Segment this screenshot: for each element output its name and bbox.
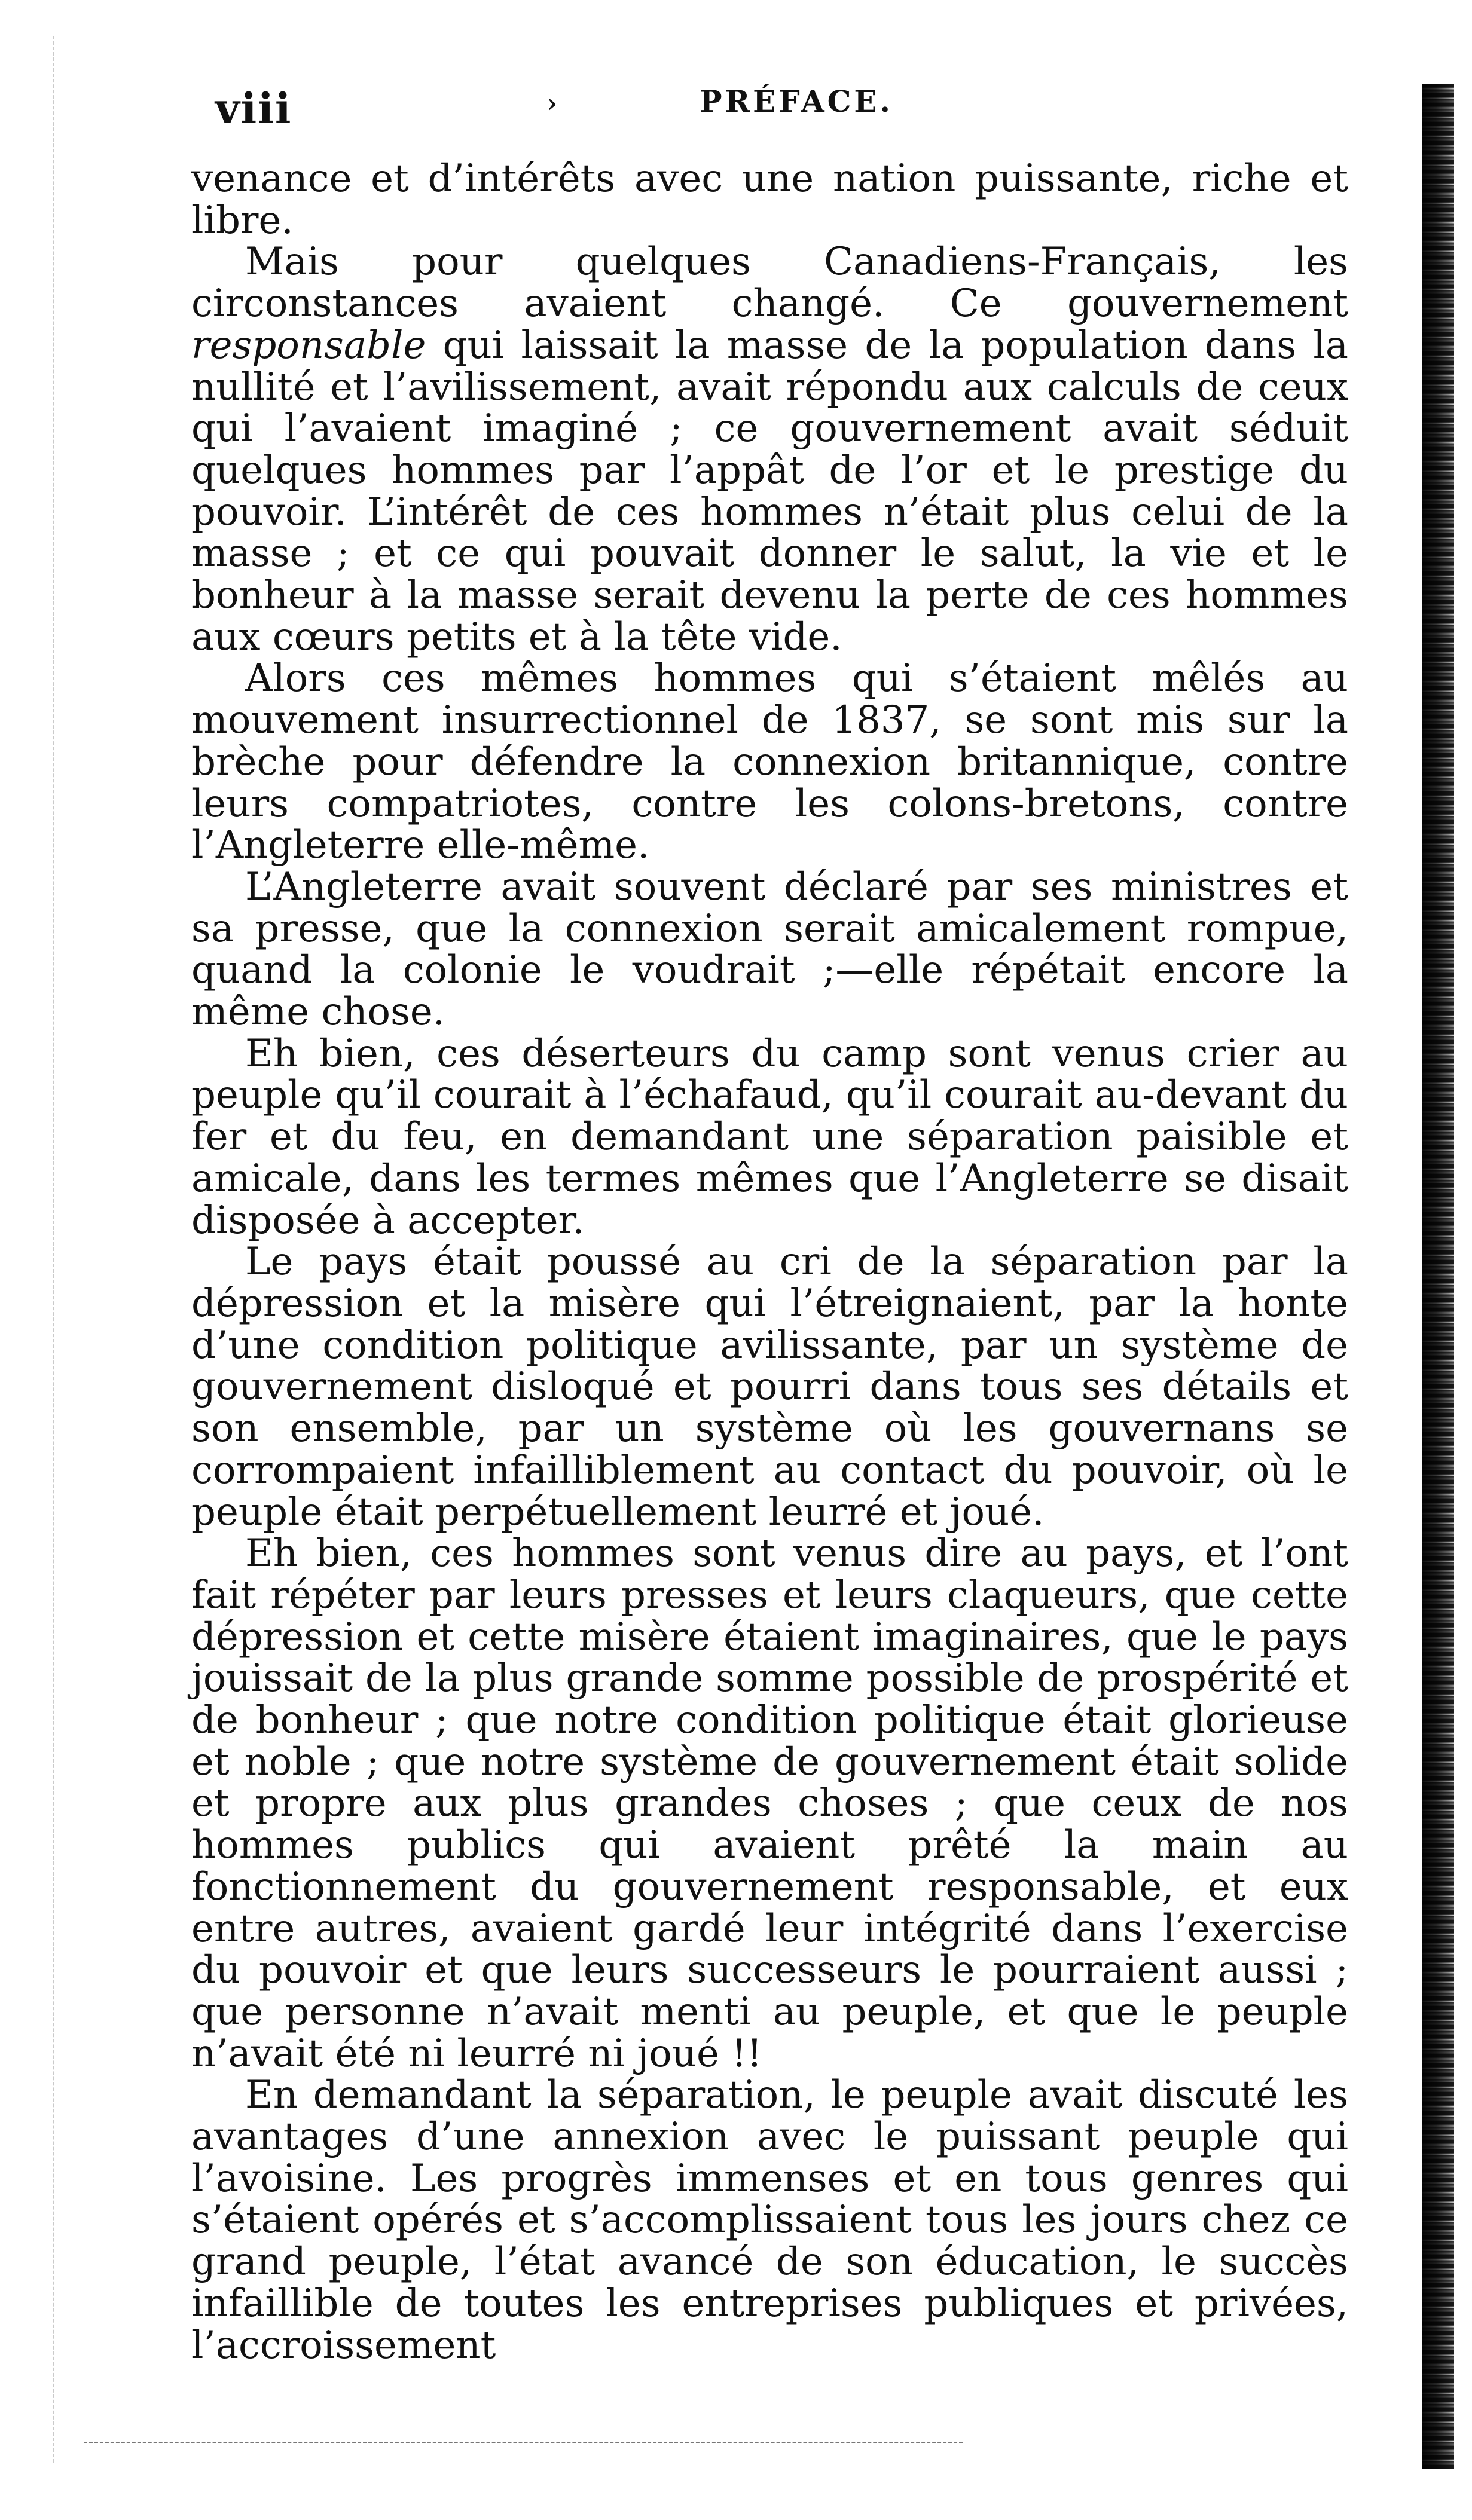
paragraph: En demandant la séparation, le peuple avait discuté les avantages d’une annexion avec le puissant peuple qui l’avoisine. Les progrès immenses et en tous genres qui s’étaient opérés et s’accomplissaient tous les jours chez ce grand peuple, l’état avancé de son éducation, le succès infaillible de toutes les entreprises publiques et privées, l’accroissement — [191, 2073, 1348, 2368]
page-header — [215, 84, 1339, 137]
page-number: viii — [215, 84, 292, 133]
paragraph: venance et d’intérêts avec une nation puissante, riche et libre. — [191, 157, 1348, 243]
paragraph: Eh bien, ces hommes sont venus dire au pays, et l’ont fait répéter par leurs presses et leurs claqueurs, que cette dépression et cette misère étaient imaginaires, que le pays jouissait de la plus grande somme possible de prospérité et de bonheur ; que notre condition politique était glorieuse et noble ; que notre système de gouvernement était solide et propre aux plus grandes choses ; que ceux de nos hommes publics qui avaient prêté la main au fonctionnement du gouvernement responsable, et eux entre autres, avaient gardé leur intégrité dans l’exercise du pouvoir et que leurs successeurs le pourraient aussi ; que personne n’avait menti au peuple, et que le peuple n’avait été ni leurré ni joué !! — [191, 1531, 1348, 2076]
bottom-rule — [84, 2442, 963, 2443]
page-left-edge — [53, 36, 58, 2463]
paragraph: L’Angleterre avait souvent déclaré par ses ministres et sa presse, que la connexion serait amicalement rompue, quand la colonie le voudrait ;—elle répétait encore la même chose. — [191, 864, 1348, 1035]
emphasized-word: responsable — [191, 323, 426, 368]
paragraph: Eh bien, ces déserteurs du camp sont venus crier au peuple qu’il courait à l’échafaud, qu’il courait au-devant du fer et du feu, en demandant une séparation paisible et amicale, dans les termes mêmes que l’Angleterre se disait disposée à accepter. — [191, 1031, 1348, 1243]
paragraph: Mais pour quelques Canadiens-Français, les circonstances avaient changé. Ce gouvernement responsable qui laissait la masse de la population dans la nullité et l’avilissement, avait répondu aux calculs de ceux qui l’avaient imaginé ; ce gouvernement avait séduit quelques hommes par l’appât de l’or et le prestige du pouvoir. L’intérêt de ces hommes n’était plus celui de la masse ; et ce qui pouvait donner le salut, la vie et le bonheur à la masse serait devenu la perte de ces hommes aux cœurs petits et à la tête vide. — [191, 240, 1348, 659]
body-text — [191, 158, 1348, 2366]
paragraph: Alors ces mêmes hommes qui s’étaient mêlés au mouvement insurrectionnel de 1837, se sont mis sur la brèche pour défendre la connexion britannique, contre leurs compatriotes, contre les colons-bretons, contre l’Angleterre elle-même. — [191, 656, 1348, 868]
running-title: PRÉFACE. — [700, 84, 893, 119]
paragraph: Le pays était poussé au cri de la séparation par la dépression et la misère qui l’étreignaient, par la honte d’une condition politique avilissante, par un système de gouvernement disloqué et pourri dans tous ses détails et son ensemble, par un système où les gouvernans se corrompaient infailliblement au contact du pouvoir, où le peuple était perpétuellement leurré et joué. — [191, 1240, 1348, 1534]
book-spine-edge — [1422, 84, 1454, 2469]
print-marker: › — [547, 88, 557, 118]
